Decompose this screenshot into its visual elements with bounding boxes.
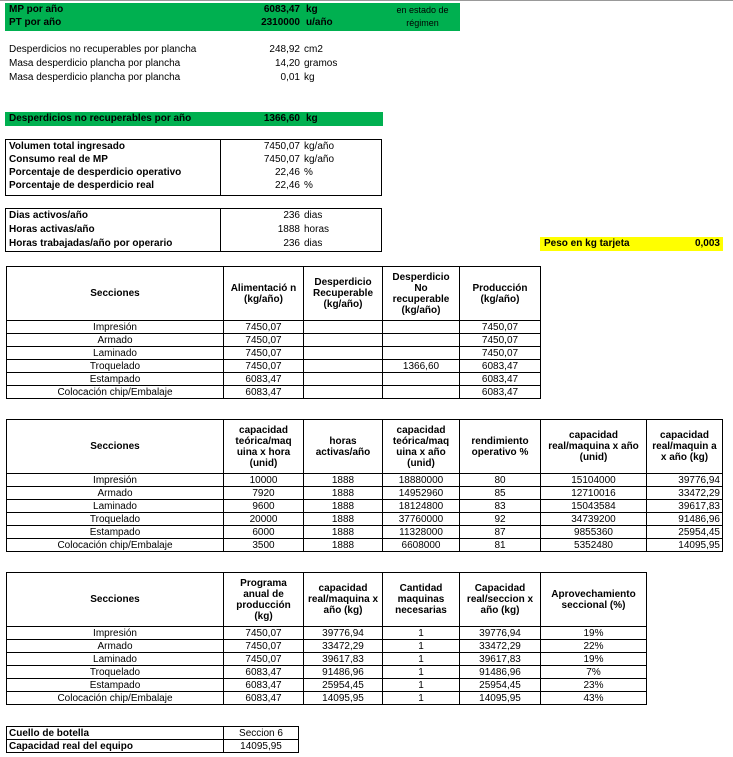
cell: 6083,47	[460, 373, 541, 386]
cell: 1888	[304, 526, 383, 539]
capacidad-header-teorica-hora: capacidad teórica/maq uina x hora (unid)	[224, 420, 304, 474]
volumen-value-1: 7450,07	[263, 141, 300, 152]
cell: 14095,95	[647, 539, 723, 552]
peso-tarjeta-label: Peso en kg tarjeta	[544, 238, 630, 249]
pt-value: 2310000	[261, 17, 300, 28]
pt-label: PT por año	[9, 17, 62, 28]
capacidad-header-secciones: Secciones	[7, 420, 224, 474]
table-row	[7, 373, 541, 386]
cell: 33472,29	[460, 640, 541, 653]
cell: 1888	[304, 487, 383, 500]
volumen-unit-4: %	[304, 180, 313, 191]
table-row	[7, 692, 647, 705]
cell: 43%	[541, 692, 647, 705]
cell	[383, 386, 460, 399]
cell: 15043584	[541, 500, 647, 513]
cell: 6083,47	[460, 386, 541, 399]
desperdicio-anual-label: Desperdicios no recuperables por año	[9, 113, 192, 124]
cell	[383, 334, 460, 347]
table-row	[7, 526, 723, 539]
cell: Estampado	[7, 373, 224, 386]
aprovechamiento-table	[6, 572, 647, 705]
cell: 1888	[304, 513, 383, 526]
cell	[383, 373, 460, 386]
dias-unit-3: dias	[304, 238, 323, 249]
capacidad-header-rendimiento: rendimiento operativo %	[460, 420, 541, 474]
volumen-value-3: 22,46	[274, 167, 300, 178]
cell: 1	[383, 640, 460, 653]
balance-header-alimentacion: Alimentació n (kg/año)	[224, 267, 304, 321]
cell: 39617,83	[460, 653, 541, 666]
cuello-label: Cuello de botella	[7, 727, 224, 740]
cell: 19%	[541, 627, 647, 640]
capacidad-header-horas-activas: horas activas/año	[304, 420, 383, 474]
peso-tarjeta-value: 0,003	[694, 238, 720, 249]
aprov-header-capacidad-maquina: capacidad real/maquina x año (kg)	[304, 573, 383, 627]
dias-label-1: Dias activos/año	[9, 210, 88, 221]
cell: 25954,45	[304, 679, 383, 692]
cell: Colocación chip/Embalaje	[7, 692, 224, 705]
dias-value-1: 236	[283, 210, 300, 221]
cell: 39617,83	[647, 500, 723, 513]
cell: 6083,47	[224, 666, 304, 679]
balance-header-produccion: Producción (kg/año)	[460, 267, 541, 321]
cell: Colocación chip/Embalaje	[7, 539, 224, 552]
cell	[304, 360, 383, 373]
cell	[304, 386, 383, 399]
volumen-label-2: Consumo real de MP	[9, 154, 108, 165]
cell: 19%	[541, 653, 647, 666]
cell: 6608000	[383, 539, 460, 552]
cell: Colocación chip/Embalaje	[7, 386, 224, 399]
cell: 15104000	[541, 474, 647, 487]
cell	[383, 321, 460, 334]
cell: 1366,60	[383, 360, 460, 373]
pt-unit: u/año	[306, 17, 333, 28]
table-row	[7, 679, 647, 692]
cell: Estampado	[7, 679, 224, 692]
balance-table-header	[7, 267, 541, 321]
cell: 34739200	[541, 513, 647, 526]
table-row	[7, 539, 723, 552]
mp-label: MP por año	[9, 4, 64, 15]
table-row	[7, 640, 647, 653]
volumen-label-1: Volumen total ingresado	[9, 141, 125, 152]
cell: Troquelado	[7, 513, 224, 526]
cell: 87	[460, 526, 541, 539]
cell: 33472,29	[647, 487, 723, 500]
table-row	[7, 386, 541, 399]
cell: 1	[383, 679, 460, 692]
cell: 1888	[304, 500, 383, 513]
cell: Laminado	[7, 653, 224, 666]
mp-unit: kg	[306, 4, 318, 15]
table-row	[7, 627, 647, 640]
cuello-value: Seccion 6	[224, 727, 299, 740]
balance-header-desp-recuperable: Desperdicio Recuperable (kg/año)	[304, 267, 383, 321]
cell: 5352480	[541, 539, 647, 552]
cell: 14095,95	[304, 692, 383, 705]
desperdicio-label-3: Masa desperdicio plancha por plancha	[9, 72, 181, 83]
volumen-unit-2: kg/año	[304, 154, 335, 165]
aprov-header-aprovechamiento: Aprovechamiento seccional (%)	[541, 573, 647, 627]
capacidad-header-real-unid: capacidad real/maquina x año (unid)	[541, 420, 647, 474]
aprov-header-programa: Programa anual de producción (kg)	[224, 573, 304, 627]
cell: 7450,07	[224, 334, 304, 347]
dias-label-3: Horas trabajadas/año por operario	[9, 238, 173, 249]
desperdicio-value-2: 14,20	[274, 58, 300, 69]
cell: 7450,07	[460, 347, 541, 360]
table-row	[7, 653, 647, 666]
capacidad-table	[6, 419, 723, 552]
balance-header-secciones: Secciones	[7, 267, 224, 321]
cell: 20000	[224, 513, 304, 526]
aprov-header-secciones: Secciones	[7, 573, 224, 627]
cell: Laminado	[7, 500, 224, 513]
dias-unit-1: dias	[304, 210, 323, 221]
regimen-note-line2: régimen	[406, 18, 439, 28]
volumen-label-4: Porcentaje de desperdicio real	[9, 180, 155, 191]
cell: 7450,07	[224, 360, 304, 373]
cell: 1888	[304, 474, 383, 487]
cell: Troquelado	[7, 360, 224, 373]
cell: 39776,94	[460, 627, 541, 640]
mp-value: 6083,47	[263, 4, 300, 15]
cell: 85	[460, 487, 541, 500]
cell: Armado	[7, 487, 224, 500]
cell: 7450,07	[224, 640, 304, 653]
cell: 12710016	[541, 487, 647, 500]
volumen-value-2: 7450,07	[263, 154, 300, 165]
cell: 7450,07	[224, 653, 304, 666]
cell: 1	[383, 692, 460, 705]
cell: 7920	[224, 487, 304, 500]
cell: Impresión	[7, 474, 224, 487]
cell: Impresión	[7, 321, 224, 334]
desperdicio-value-3: 0,01	[280, 72, 300, 83]
desperdicio-unit-2: gramos	[304, 58, 338, 69]
cell: Laminado	[7, 347, 224, 360]
cell: 1888	[304, 539, 383, 552]
cell: 18880000	[383, 474, 460, 487]
desperdicio-anual-unit: kg	[306, 113, 318, 124]
dias-value-3: 236	[283, 238, 300, 249]
cell: 39776,94	[647, 474, 723, 487]
cell: 80	[460, 474, 541, 487]
table-row	[7, 321, 541, 334]
cell: 3500	[224, 539, 304, 552]
aprovechamiento-table-header	[7, 573, 647, 627]
cell: 83	[460, 500, 541, 513]
cell: 25954,45	[460, 679, 541, 692]
cell: 7450,07	[460, 321, 541, 334]
aprov-header-cantidad: Cantidad maquinas necesarias	[383, 573, 460, 627]
cell: 7450,07	[460, 334, 541, 347]
cell: 92	[460, 513, 541, 526]
desperdicio-anual-value: 1366,60	[263, 113, 300, 124]
cell: 9600	[224, 500, 304, 513]
capacidad-header-real-kg: capacidad real/maquin a x año (kg)	[647, 420, 723, 474]
desperdicio-label-2: Masa desperdicio plancha por plancha	[9, 58, 181, 69]
cell: 18124800	[383, 500, 460, 513]
cell: Troquelado	[7, 666, 224, 679]
table-row	[7, 360, 541, 373]
cell: 39617,83	[304, 653, 383, 666]
cell: 91486,96	[460, 666, 541, 679]
cell: 91486,96	[304, 666, 383, 679]
cell: 7%	[541, 666, 647, 679]
cell: Estampado	[7, 526, 224, 539]
cell: 1	[383, 666, 460, 679]
cell: Impresión	[7, 627, 224, 640]
dias-value-2: 1888	[277, 224, 300, 235]
balance-table	[6, 266, 541, 399]
cell: Armado	[7, 640, 224, 653]
table-row	[7, 740, 299, 753]
cell	[304, 334, 383, 347]
cell: 9855360	[541, 526, 647, 539]
cell: 39776,94	[304, 627, 383, 640]
cell: 23%	[541, 679, 647, 692]
table-row	[7, 487, 723, 500]
capacidad-table-header	[7, 420, 723, 474]
cell: Armado	[7, 334, 224, 347]
table-row	[7, 347, 541, 360]
cell: 11328000	[383, 526, 460, 539]
balance-header-desp-no-recuperable: Desperdicio No recuperable (kg/año)	[383, 267, 460, 321]
cell: 33472,29	[304, 640, 383, 653]
cell: 10000	[224, 474, 304, 487]
table-row	[7, 334, 541, 347]
table-row	[7, 474, 723, 487]
cell: 14095,95	[460, 692, 541, 705]
cell	[304, 373, 383, 386]
cell: 6083,47	[224, 692, 304, 705]
cell: 25954,45	[647, 526, 723, 539]
cell: 6000	[224, 526, 304, 539]
aprov-header-capacidad-seccion: Capacidad real/seccion x año (kg)	[460, 573, 541, 627]
capacidad-header-teorica-anio: capacidad teórica/maq uina x año (unid)	[383, 420, 460, 474]
cell: 37760000	[383, 513, 460, 526]
table-row	[7, 666, 647, 679]
sheet-top-border	[0, 0, 733, 1]
capacidad-real-value: 14095,95	[224, 740, 299, 753]
table-row	[7, 727, 299, 740]
cell: 7450,07	[224, 627, 304, 640]
regimen-note-line1: en estado de	[396, 5, 449, 15]
cell: 1	[383, 653, 460, 666]
desperdicio-unit-3: kg	[304, 72, 315, 83]
dias-label-2: Horas activas/año	[9, 224, 95, 235]
cell: 6083,47	[224, 373, 304, 386]
cell: 7450,07	[224, 321, 304, 334]
volumen-label-3: Porcentaje de desperdicio operativo	[9, 167, 182, 178]
volumen-unit-1: kg/año	[304, 141, 335, 152]
desperdicio-value-1: 248,92	[269, 44, 300, 55]
cell: 6083,47	[224, 679, 304, 692]
cell: 91486,96	[647, 513, 723, 526]
volumen-value-4: 22,46	[274, 180, 300, 191]
cuello-botella-table	[6, 726, 299, 753]
cell	[304, 347, 383, 360]
cell: 14952960	[383, 487, 460, 500]
desperdicio-label-1: Desperdicios no recuperables por plancha	[9, 44, 197, 55]
cell	[383, 347, 460, 360]
cell	[304, 321, 383, 334]
cell: 22%	[541, 640, 647, 653]
volumen-unit-3: %	[304, 167, 313, 178]
cell: 81	[460, 539, 541, 552]
table-row	[7, 500, 723, 513]
cell: 6083,47	[224, 386, 304, 399]
cell: 6083,47	[460, 360, 541, 373]
capacidad-real-label: Capacidad real del equipo	[7, 740, 224, 753]
desperdicio-unit-1: cm2	[304, 44, 323, 55]
cell: 7450,07	[224, 347, 304, 360]
dias-unit-2: horas	[304, 224, 330, 235]
cell: 1	[383, 627, 460, 640]
table-row	[7, 513, 723, 526]
